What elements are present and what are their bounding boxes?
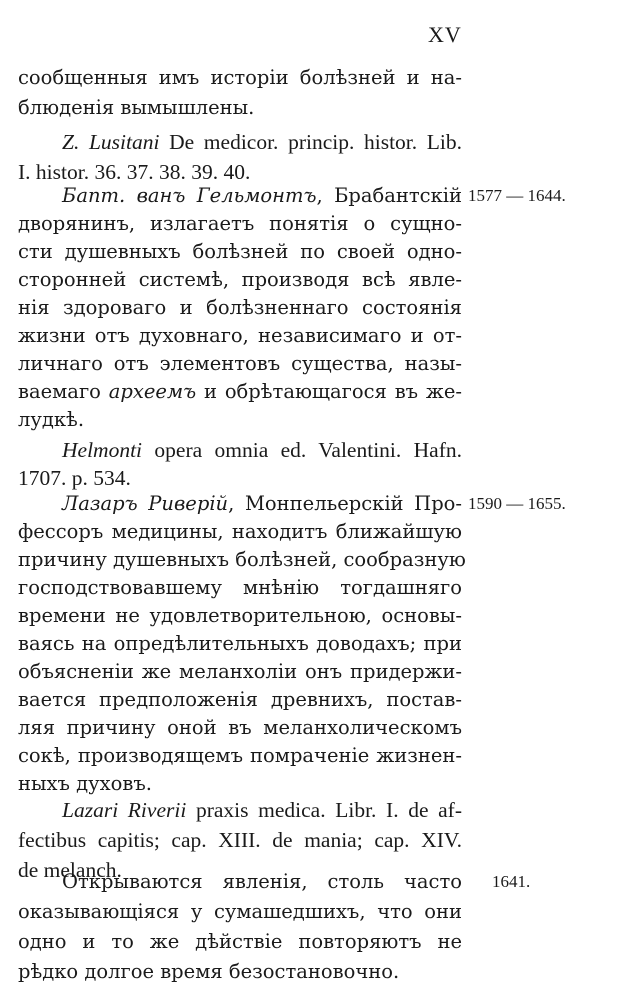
margin-date: 1577 — 1644.	[468, 186, 566, 205]
text-span: жизни отъ духовнаго, независимаго и от-	[18, 324, 462, 347]
text-span: praxis medica. Libr. I. de af-	[186, 798, 463, 822]
text-span: блюденія вымышлены.	[18, 96, 255, 119]
page-number: XV	[428, 22, 462, 47]
text-span: ваясь на опредѣлительныхъ доводахъ; при	[18, 632, 462, 655]
text-span: ваемаго	[18, 380, 101, 403]
text-line	[18, 350, 462, 378]
text-line	[18, 714, 462, 742]
text-span: дворянинъ, излагаетъ понятія о сущно-	[18, 212, 462, 235]
text-line	[18, 322, 462, 350]
text-span: ныхъ духовъ.	[18, 772, 152, 795]
text-line	[62, 490, 462, 518]
text-span: причину душевныхъ болѣзней, сообразную	[18, 548, 466, 571]
text-span: вается предположенія древнихъ, постав-	[18, 688, 462, 711]
reference-line	[18, 464, 462, 492]
text-line	[18, 574, 462, 602]
text-span: сокѣ, производящемъ помраченіе жизнен-	[18, 744, 462, 767]
text-line	[18, 958, 462, 986]
text-line	[18, 686, 462, 714]
text-span: 1707. p. 534.	[18, 466, 131, 490]
text-line	[18, 602, 462, 630]
text-line	[18, 294, 462, 322]
text-line	[62, 868, 462, 896]
text-span: лудкѣ.	[18, 408, 85, 431]
text-span: фессоръ медицины, находитъ ближайшую	[18, 520, 462, 543]
text-span: одно и то же дѣйствіе повторяютъ не	[18, 930, 462, 953]
text-line	[18, 238, 462, 266]
reference-line	[62, 128, 462, 156]
text-span: De medicor. princip. histor. Lib.	[159, 130, 463, 154]
text-line	[18, 94, 462, 122]
text-span: , Монпельерскій Про-	[228, 492, 463, 515]
text-line	[18, 64, 462, 92]
text-line	[18, 546, 466, 574]
reference-author: Helmonti	[62, 438, 143, 462]
text-line	[18, 266, 462, 294]
margin-date: 1641.	[492, 872, 531, 891]
text-span: ляя причину оной въ меланхолическомъ	[18, 716, 462, 739]
margin-date: 1590 — 1655.	[468, 494, 566, 513]
text-line	[18, 630, 462, 658]
person-name: Лазаръ Риверій	[62, 492, 229, 515]
text-span: de melanch.	[18, 858, 122, 882]
text-span: оказывающіяся у сумашедшихъ, что они	[18, 900, 462, 923]
text-span: объясненіи же меланхоліи онъ придержи-	[18, 660, 462, 683]
text-span: нія здороваго и болѣзненнаго состоянія	[18, 296, 462, 319]
text-line	[18, 378, 462, 406]
text-line	[18, 210, 462, 238]
text-span: сти душевныхъ болѣзней по своей одно-	[18, 240, 462, 263]
text-line	[18, 406, 462, 434]
term-archeus: археемъ	[108, 380, 197, 403]
reference-line	[62, 436, 462, 464]
text-span: рѣдко долгое время безостановочно.	[18, 960, 400, 983]
reference-author: Z. Lusitani	[62, 130, 160, 154]
text-line	[62, 182, 462, 210]
text-line	[18, 658, 462, 686]
reference-line	[62, 796, 462, 824]
text-span: личнаго отъ элементовъ существа, назы-	[18, 352, 462, 375]
text-line	[18, 928, 462, 956]
text-line	[18, 898, 462, 926]
reference-author: Lazari Riverii	[62, 798, 187, 822]
text-span: господствовавшему мнѣнію тогдашняго	[18, 576, 462, 599]
text-span: сторонней системѣ, производя всѣ явле-	[18, 268, 462, 291]
reference-line	[18, 826, 462, 854]
person-name: Бапт. ванъ Гельмонтъ	[62, 184, 317, 207]
text-line	[18, 518, 462, 546]
text-span: сообщенныя имъ исторіи болѣзней и на-	[18, 66, 462, 89]
text-line	[18, 742, 462, 770]
text-span: opera omnia ed. Valentini. Hafn.	[142, 438, 462, 462]
text-span: fectibus capitis; cap. XIII. de mania; cap. XIV.	[18, 828, 462, 852]
text-span: времени не удовлетворительною, основы-	[18, 604, 462, 627]
text-span: I. histor. 36. 37. 38. 39. 40.	[18, 160, 251, 184]
text-line	[18, 770, 462, 798]
text-span: и обрѣтающагося въ же-	[196, 380, 463, 403]
text-span: , Брабантскій	[316, 184, 463, 207]
text-span: Открываются явленія, столь часто	[62, 870, 462, 893]
